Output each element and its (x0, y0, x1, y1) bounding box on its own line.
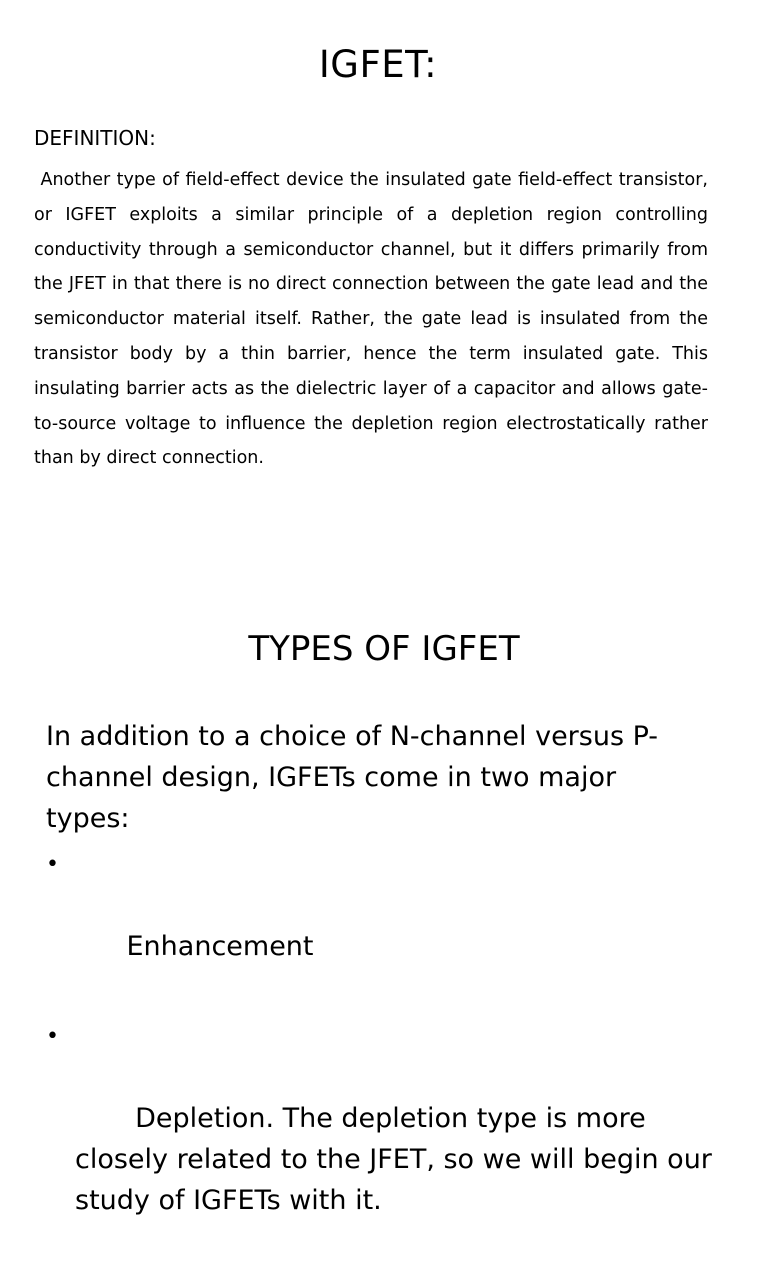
types-title: TYPES OF IGFET (248, 629, 520, 669)
list-item (46, 844, 726, 1008)
types-bullet-list (46, 844, 726, 1270)
definition-heading: DEFINITION: (34, 126, 156, 150)
page-title: IGFET: (318, 43, 438, 86)
igfet-types-slide (0, 600, 768, 1216)
bullet-text-depletion: Depletion. The depletion type is more closely related to the JFET, so we will begin our study of IGFETs with it. (75, 1103, 721, 1216)
bullet-icon: • (46, 1024, 59, 1049)
bullet-text-enhancement: Enhancement (126, 931, 314, 962)
bullet-icon: • (46, 852, 59, 877)
definition-paragraph: Another type of field-effect device the insulated gate field-effect transistor, or IGFET exploits a similar principle of a depletion region controlling conductivity through a semiconductor channel, but it differs primarily from the JFET in that there is no direct connection between the gate lead and the semiconductor material itself. Rather, the gate lead is insulated from the transistor body by a thin barrier, hence the term insulated gate. This insulating barrier acts as the dielectric layer of a capacitor and allows gate-to-source voltage to influence the depletion region electrostatically rather than by direct connection. (34, 170, 714, 469)
igfet-definition-slide (0, 0, 768, 540)
types-intro-paragraph: In addition to a choice of N-channel versus P-channel design, IGFETs come in two major types: (46, 721, 659, 834)
list-item (46, 1016, 726, 1262)
